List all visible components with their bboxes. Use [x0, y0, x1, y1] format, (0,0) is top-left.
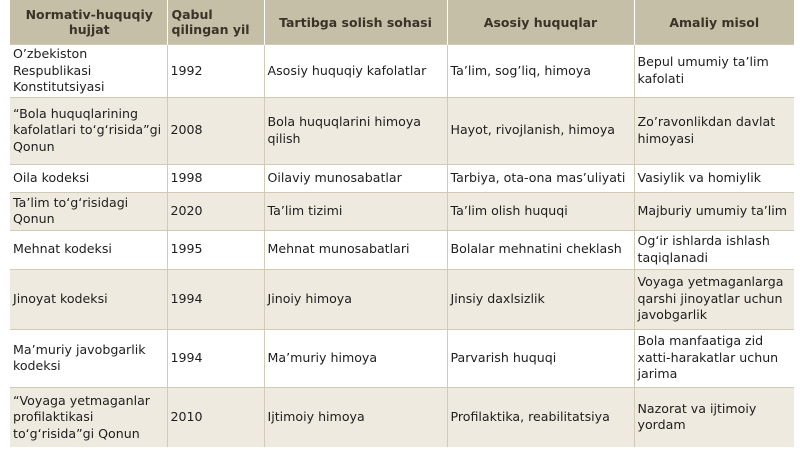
cell-practical-example: Bepul umumiy ta’lim kafolati — [634, 45, 794, 98]
cell-regulation-area: Jinoiy himoya — [264, 269, 447, 329]
header-main-rights: Asosiy huquqlar — [447, 0, 634, 45]
legal-documents-table — [10, 0, 794, 447]
header-regulation-area: Tartibga solish sohasi — [264, 0, 447, 45]
table-row — [10, 192, 794, 230]
cell-main-rights: Hayot, rivojlanish, himoya — [447, 97, 634, 164]
cell-year: 1994 — [167, 269, 264, 329]
cell-document: Mehnat kodeksi — [10, 230, 167, 269]
cell-main-rights: Jinsiy daxlsizlik — [447, 269, 634, 329]
cell-main-rights: Profilaktika, reabilitatsiya — [447, 387, 634, 447]
cell-document: Jinoyat kodeksi — [10, 269, 167, 329]
cell-year: 1994 — [167, 329, 264, 387]
table-row — [10, 269, 794, 329]
cell-practical-example: Voyaga yetmaganlarga qarshi jinoyatlar uchun javobgarlik — [634, 269, 794, 329]
cell-year: 2020 — [167, 192, 264, 230]
cell-regulation-area: Ta’lim tizimi — [264, 192, 447, 230]
cell-practical-example: Nazorat va ijtimoiy yordam — [634, 387, 794, 447]
cell-document: Ta’lim to‘g‘risidagi Qonun — [10, 192, 167, 230]
cell-document: Ma’muriy javobgarlik kodeksi — [10, 329, 167, 387]
cell-main-rights: Bolalar mehnatini cheklash — [447, 230, 634, 269]
cell-regulation-area: Ma’muriy himoya — [264, 329, 447, 387]
table-header-row — [10, 0, 794, 45]
cell-year: 2010 — [167, 387, 264, 447]
header-document: Normativ-huquqiy hujjat — [10, 0, 167, 45]
cell-year: 1992 — [167, 45, 264, 98]
cell-practical-example: Majburiy umumiy ta’lim — [634, 192, 794, 230]
cell-year: 1995 — [167, 230, 264, 269]
cell-document: “Bola huquqlarining kafolatlari to‘g‘risida”gi Qonun — [10, 97, 167, 164]
cell-document: Oila kodeksi — [10, 164, 167, 192]
cell-main-rights: Tarbiya, ota-ona mas’uliyati — [447, 164, 634, 192]
cell-regulation-area: Oilaviy munosabatlar — [264, 164, 447, 192]
cell-main-rights: Parvarish huquqi — [447, 329, 634, 387]
cell-document: “Voyaga yetmaganlar profilaktikasi to‘g‘risida”gi Qonun — [10, 387, 167, 447]
table-row — [10, 329, 794, 387]
cell-main-rights: Ta’lim, sog’liq, himoya — [447, 45, 634, 98]
table-row — [10, 164, 794, 192]
cell-year: 1998 — [167, 164, 264, 192]
cell-year: 2008 — [167, 97, 264, 164]
table-row — [10, 97, 794, 164]
cell-practical-example: Bola manfaatiga zid xatti-harakatlar uchun jarima — [634, 329, 794, 387]
cell-regulation-area: Bola huquqlarini himoya qilish — [264, 97, 447, 164]
table-row — [10, 45, 794, 98]
cell-regulation-area: Asosiy huquqiy kafolatlar — [264, 45, 447, 98]
table-row — [10, 230, 794, 269]
header-year: Qabul qilingan yil — [167, 0, 264, 45]
header-practical-example: Amaliy misol — [634, 0, 794, 45]
cell-regulation-area: Ijtimoiy himoya — [264, 387, 447, 447]
cell-practical-example: Og‘ir ishlarda ishlash taqiqlanadi — [634, 230, 794, 269]
cell-practical-example: Zo’ravonlikdan davlat himoyasi — [634, 97, 794, 164]
cell-document: O’zbekiston Respublikasi Konstitutsiyasi — [10, 45, 167, 98]
cell-practical-example: Vasiylik va homiylik — [634, 164, 794, 192]
cell-regulation-area: Mehnat munosabatlari — [264, 230, 447, 269]
table-row — [10, 387, 794, 447]
cell-main-rights: Ta’lim olish huquqi — [447, 192, 634, 230]
